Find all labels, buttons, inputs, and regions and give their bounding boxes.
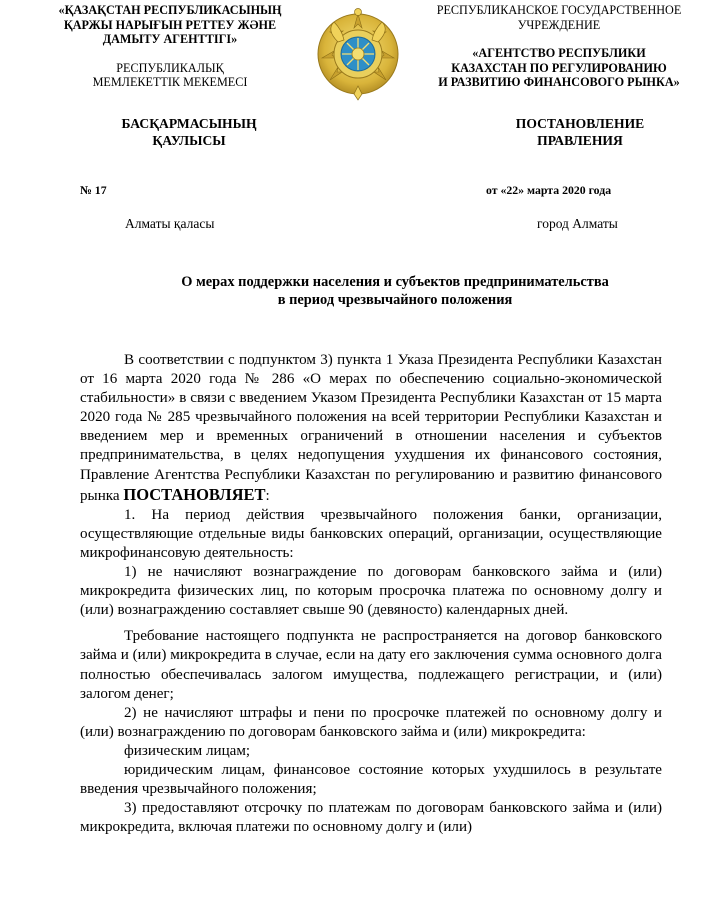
- clause-paragraph: 2) не начисляют штрафы и пени по просрочке платежей по основному долгу и (или) вознаграждению по договорам банковского займа и (или) микрокредита:: [80, 704, 662, 740]
- doc-type-ru-line: ПРАВЛЕНИЯ: [537, 132, 623, 148]
- institution-kz-line: МЕМЛЕКЕТТІК МЕКЕМЕСІ: [92, 75, 248, 90]
- clause-paragraph: 3) предоставляют отсрочку по платежам по договорам банковского займа и (или) микрокредита, включая платежи по основному долгу и (или): [80, 800, 662, 836]
- doc-type-ru-line: ПОСТАНОВЛЕНИЕ: [515, 116, 645, 131]
- agency-name-kz-line: ҚАРЖЫ НАРЫҒЫН РЕТТЕУ ЖӘНЕ: [63, 17, 277, 32]
- city-ru: город Алматы: [537, 216, 618, 231]
- doc-type-ru: [490, 116, 670, 149]
- clause-paragraph: 1) не начисляют вознаграждение по договорам банковского займа и (или) микрокредита физических лиц, по которым просрочка платежа по основному долгу и (или) вознаграждению составляет свыше 90 (девяносто) календарных дней.: [80, 564, 662, 619]
- agency-name-ru-line: «АГЕНТСТВО РЕСПУБЛИКИ: [472, 46, 646, 61]
- document-title-line: О мерах поддержки населения и субъектов предпринимательства: [181, 274, 609, 290]
- agency-name-kz-line: ДАМЫТУ АГЕНТТІГІ»: [102, 32, 238, 47]
- clause-paragraph: юридическим лицам, финансовое состояние которых ухудшилось в результате введения чрезвычайного положения;: [80, 761, 662, 798]
- keyword-colon: :: [265, 487, 270, 504]
- doc-type-kz-line: ҚАУЛЫСЫ: [152, 132, 226, 148]
- agency-name-ru-line: КАЗАХСТАН ПО РЕГУЛИРОВАНИЮ: [451, 60, 667, 75]
- agency-name-ru-line: И РАЗВИТИЮ ФИНАНСОВОГО РЫНКА»: [438, 75, 680, 90]
- document-title: [80, 273, 709, 309]
- header-right-russian: [413, 3, 705, 90]
- clause-paragraph: физическим лицам;: [124, 742, 251, 759]
- document-title-line: в период чрезвычайного положения: [277, 292, 513, 308]
- preamble-text: В соответствии с подпунктом 3) пункта 1 Указа Президента Республики Казахстан от 16 марта 2020 года № 286 «О мерах по обеспечению социально-экономической стабильности» в связи с введением Указом Президента Республики Казахстан от 15 марта 2020 года № 285 чрезвычайного положения на всей территории Республики Казахстан и введением мер и временных ограничений в отношении населения и субъектов предпринимательства, в целях недопущения ухудшения их финансового состояния, Правление Агентства Республики Казахстан по регулированию и развитию финансового рынка: [80, 352, 662, 504]
- clause-paragraph: 1. На период действия чрезвычайного положения банки, организации, осуществляющие отдельные виды банковских операций, организации, осуществляющие микрофинансовую деятельность:: [80, 506, 662, 561]
- document-date: от «22» марта 2020 года: [486, 183, 612, 197]
- city-kz: Алматы қаласы: [125, 216, 215, 231]
- preamble-paragraph: [80, 351, 662, 506]
- header-left-kazakh: [36, 3, 304, 90]
- agency-name-kz-line: «ҚАЗАҚСТАН РЕСПУБЛИКАСЫНЫҢ: [58, 3, 282, 17]
- state-emblem-icon: [316, 2, 400, 102]
- doc-type-kz-line: БАСҚАРМАСЫНЫҢ: [121, 116, 257, 131]
- institution-ru-line: РЕСПУБЛИКАНСКОЕ ГОСУДАРСТВЕННОЕ: [436, 3, 682, 17]
- clause-paragraph: Требование настоящего подпункта не распространяется на договор банковского займа и (или) микрокредита в случае, если на дату его заключения сумма основного долга полностью обеспечивалась залогом имущества, подлежащего регистрации, и (или) залогом денег;: [80, 628, 662, 702]
- institution-ru-line: УЧРЕЖДЕНИЕ: [517, 17, 601, 32]
- resolution-keyword: ПОСТАНОВЛЯЕТ: [123, 484, 266, 504]
- doc-type-kz: [90, 116, 288, 149]
- document-number: № 17: [80, 183, 107, 197]
- document-body: [80, 351, 662, 837]
- institution-kz-line: РЕСПУБЛИКАЛЫҚ: [116, 60, 224, 75]
